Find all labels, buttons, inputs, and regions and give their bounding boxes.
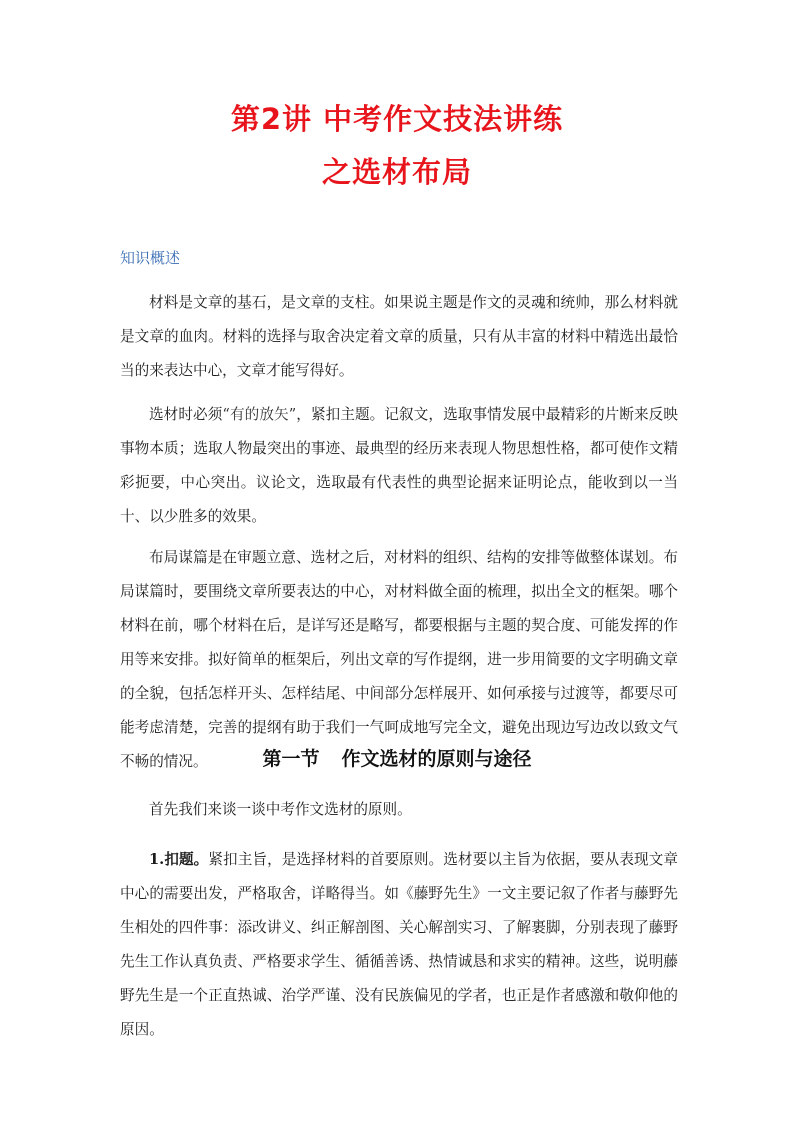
section-number: 第一节	[262, 748, 320, 770]
section-title: 作文选材的原则与途径	[341, 748, 532, 770]
page-title-line2: 之选材布局	[321, 155, 472, 189]
page-title-line1: 第2讲 中考作文技法讲练	[230, 102, 564, 136]
principle-1-lead: 1.扣题。	[149, 851, 209, 868]
p2-quote: “有的放矢”	[222, 406, 297, 423]
section-heading	[0, 744, 794, 774]
overview-paragraph-1: 材料是文章的基石，是文章的支柱。如果说主题是作文的灵魂和统帅，那么材料就是文章的血肉。材料的选择与取舍决定着文章的质量，只有从丰富的材料中精选出最恰当的来表达中心，文章才能写得好。	[120, 294, 678, 379]
overview-paragraph-3: 布局谋篇是在审题立意、选材之后，对材料的组织、结构的安排等做整体谋划。布局谋篇时，要围绕文章所要表达的中心，对材料做全面的梳理，拟出全文的框架。哪个材料在前，哪个材料在后，是详写还是略写，都要根据与主题的契合度、可能发挥的作用等来安排。拟好简单的框架后，列出文章的写作提纲，进一步用简要的文字明确文章的全貌，包括怎样开头、怎样结尾、中间部分怎样展开、如何承接与过渡等，都要尽可能考虑清楚，完善的提纲有助于我们一气呵成地写完全文，避免出现边写边改以致文气不畅的情况。	[120, 549, 678, 770]
p2-text-before: 选材时必须	[149, 406, 223, 423]
section-intro: 首先我们来谈一谈中考作文选材的原则。	[149, 801, 412, 818]
overview-paragraph-2	[120, 398, 678, 534]
principle-1-paragraph	[120, 843, 678, 1047]
p2-text-after: ，紧扣主题。记叙文，选取事情发展中最精彩的片断来反映事物本质；选取人物最突出的事迹、最典型的经历来表现人物思想性格，都可使作文精彩扼要，中心突出。议论文，选取最有代表性的典型论据来证明论点，能收到以一当十、以少胜多的效果。	[120, 406, 678, 525]
overview-label: 知识概述	[120, 249, 181, 267]
principle-1-text: 紧扣主旨，是选择材料的首要原则。选材要以主旨为依据，要从表现文章中心的需要出发，严格取舍，详略得当。如《藤野先生》一文主要记叙了作者与藤野先生相处的四件事：添改讲义、纠正解剖图、关心解剖实习、了解裹脚，分别表现了藤野先生工作认真负责、严格要求学生、循循善诱、热情诚恳和求实的精神。这些，说明藤野先生是一个正直热诚、治学严谨、没有民族偏见的学者，也正是作者感激和敬仰他的原因。	[120, 851, 678, 1038]
